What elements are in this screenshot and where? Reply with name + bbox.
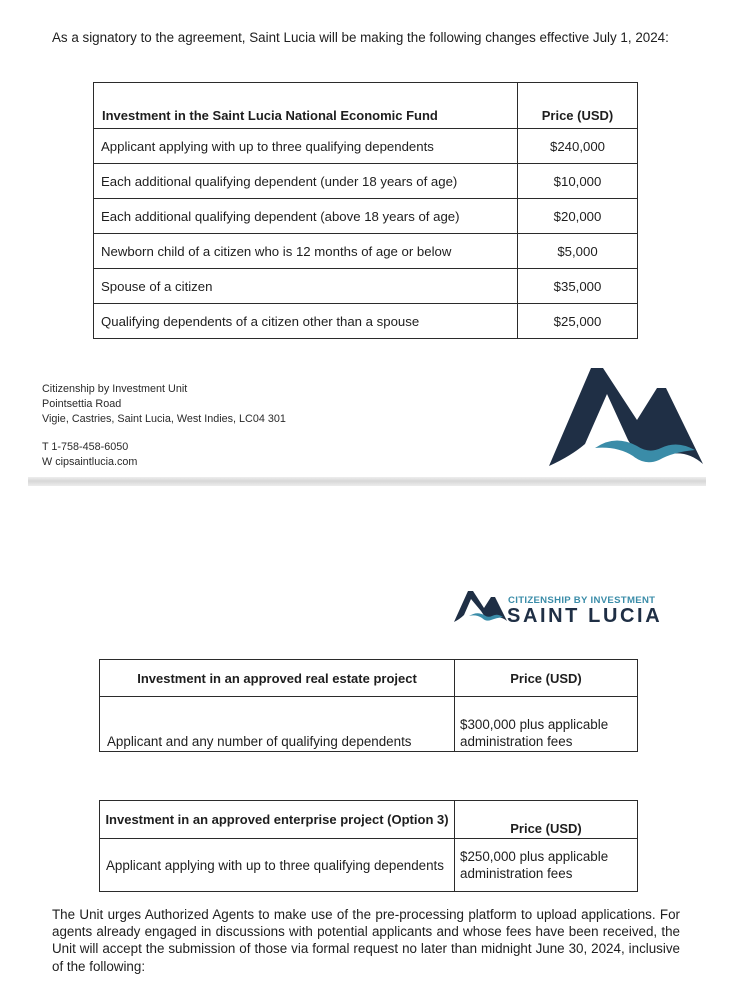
row-price: $20,000 — [518, 199, 638, 234]
row-price: $25,000 — [518, 304, 638, 339]
table-row — [94, 164, 638, 199]
row-price: $300,000 plus applicable administration fees — [455, 697, 638, 752]
address-block — [42, 382, 286, 470]
page-break-divider — [28, 477, 706, 486]
brand-name: SAINT LUCIA — [507, 605, 663, 627]
street-address: Pointsettia Road — [42, 398, 122, 410]
table-header-row — [94, 83, 638, 129]
real-estate-price-table — [99, 659, 638, 752]
saint-lucia-mountain-logo-icon — [545, 362, 705, 474]
column-header-price: Price (USD) — [455, 801, 638, 839]
column-header-investment: Investment in an approved enterprise project (Option 3) — [100, 801, 455, 839]
table-row — [100, 697, 638, 752]
website-address: W cipsaintlucia.com — [42, 456, 138, 468]
table-row — [94, 304, 638, 339]
table-row — [100, 839, 638, 892]
row-item: Qualifying dependents of a citizen other than a spouse — [94, 304, 518, 339]
row-price: $10,000 — [518, 164, 638, 199]
row-item: Applicant applying with up to three qualifying dependents — [100, 839, 455, 892]
enterprise-price-table — [99, 800, 638, 892]
table-header-row — [100, 660, 638, 697]
row-item: Newborn child of a citizen who is 12 months of age or below — [94, 234, 518, 269]
row-item: Each additional qualifying dependent (under 18 years of age) — [94, 164, 518, 199]
table-row — [94, 129, 638, 164]
row-item: Applicant and any number of qualifying dependents — [100, 697, 455, 752]
citizenship-logo-icon — [452, 588, 508, 624]
column-header-price: Price (USD) — [518, 83, 638, 129]
row-item: Spouse of a citizen — [94, 269, 518, 304]
phone-number: T 1-758-458-6050 — [42, 441, 129, 453]
row-price: $5,000 — [518, 234, 638, 269]
intro-paragraph: As a signatory to the agreement, Saint Lucia will be making the following changes effective July 1, 2024: — [52, 30, 669, 45]
brand-tagline: CITIZENSHIP BY INVESTMENT — [508, 595, 656, 606]
table-row — [94, 269, 638, 304]
row-item: Each additional qualifying dependent (above 18 years of age) — [94, 199, 518, 234]
column-header-investment: Investment in the Saint Lucia National Economic Fund — [94, 83, 518, 129]
table-header-row — [100, 801, 638, 839]
column-header-price: Price (USD) — [455, 660, 638, 697]
table-row — [94, 234, 638, 269]
closing-paragraph: The Unit urges Authorized Agents to make use of the pre-processing platform to upload applications. For agents already engaged in discussions with potential applicants and whose fees have been received, the Unit will accept the submission of those via formal request no later than midnight June 30, 2024, inclusive of the following: — [52, 907, 680, 974]
nef-price-table — [93, 82, 638, 339]
column-header-investment: Investment in an approved real estate project — [100, 660, 455, 697]
city-address: Vigie, Castries, Saint Lucia, West Indies, LC04 301 — [42, 413, 286, 425]
table-row — [94, 199, 638, 234]
row-item: Applicant applying with up to three qualifying dependents — [94, 129, 518, 164]
row-price: $240,000 — [518, 129, 638, 164]
row-price: $250,000 plus applicable administration fees — [455, 839, 638, 892]
row-price: $35,000 — [518, 269, 638, 304]
unit-name: Citizenship by Investment Unit — [42, 383, 188, 395]
